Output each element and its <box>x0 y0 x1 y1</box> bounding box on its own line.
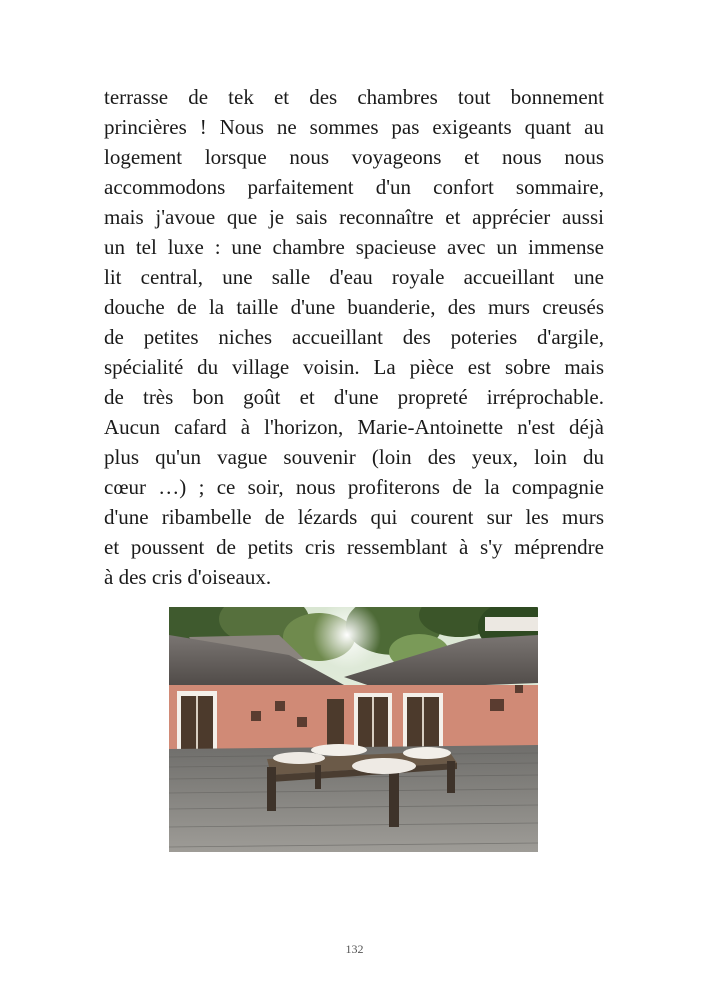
text-line: lit central, une salle d'eau royale accueillant une <box>104 265 604 289</box>
wall-niche <box>297 717 307 727</box>
text-line: un tel luxe : une chambre spacieuse avec un immense <box>104 235 604 259</box>
text-line: douche de la taille d'une buanderie, des murs creusés <box>104 295 604 319</box>
text-line: plus qu'un vague souvenir (loin des yeux, loin du <box>104 445 604 469</box>
cushion <box>273 752 325 764</box>
text-line: accommodons parfaitement d'un confort sommaire, <box>104 175 604 199</box>
page-number: 132 <box>345 942 364 956</box>
text-line: mais j'avoue que je sais reconnaître et apprécier aussi <box>104 205 604 229</box>
wall-niche <box>275 701 285 711</box>
text-line: d'une ribambelle de lézards qui courent sur les murs <box>104 505 604 529</box>
wall-niche <box>515 685 523 693</box>
cushion <box>352 758 416 774</box>
text-line: princières ! Nous ne sommes pas exigeants quant au <box>104 115 604 139</box>
text-line: Aucun cafard à l'horizon, Marie-Antoinette n'est déjà <box>104 415 604 439</box>
text-line: terrasse de tek et des chambres tout bonnement <box>104 85 604 109</box>
text-line: spécialité du village voisin. La pièce est sobre mais <box>104 355 604 379</box>
courtyard-photo <box>169 607 538 852</box>
text-line: à des cris d'oiseaux. <box>104 565 272 589</box>
wall-niche <box>490 699 504 711</box>
cushion <box>403 747 451 759</box>
distant-building <box>485 617 538 631</box>
body-paragraph <box>104 82 604 592</box>
text-line: logement lorsque nous voyageons et nous nous <box>104 145 604 169</box>
cushion <box>311 744 367 756</box>
text-line: de très bon goût et d'une propreté irréprochable. <box>104 385 604 409</box>
text-line: de petites niches accueillant des poteries d'argile, <box>104 325 604 349</box>
left-inner-door <box>327 699 345 745</box>
text-line: cœur …) ; ce soir, nous profiterons de la compagnie <box>104 475 604 499</box>
wall-niche <box>251 711 261 721</box>
text-line: et poussent de petits cris ressemblant à s'y méprendre <box>104 535 604 559</box>
